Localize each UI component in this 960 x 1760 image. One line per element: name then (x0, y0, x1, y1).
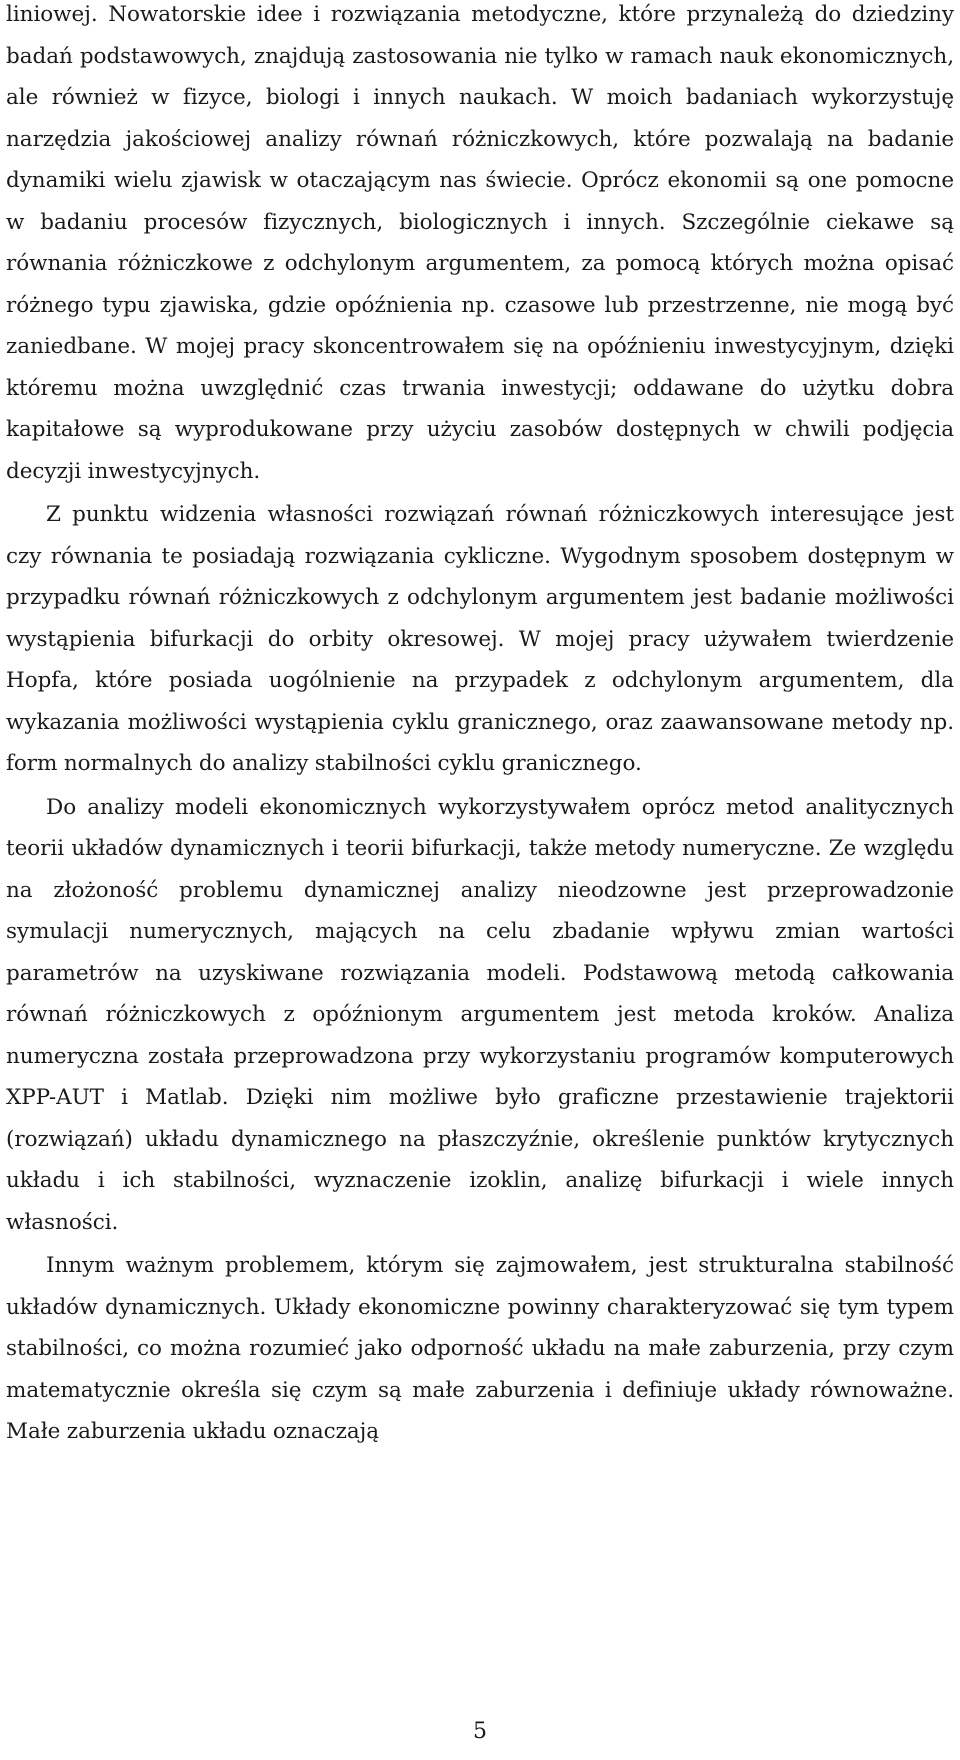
body-text (6, 0, 954, 1453)
paragraph-3: Do analizy modeli ekonomicznych wykorzystywałem oprócz metod analitycznych teorii układów dynamicznych i teorii bifurkacji, także metody numeryczne. Ze względu na złożoność problemu dynamicznej analizy nieodzowne jest przeprowadzonie symulacji numerycznych, mających na celu zbadanie wpływu zmian wartości parametrów na uzyskiwane rozwiązania modeli. Podstawową metodą całkowania równań różniczkowych z opóźnionym argumentem jest metoda kroków. Analiza numeryczna została przeprowadzona przy wykorzystaniu programów komputerowych XPP-AUT i Matlab. Dzięki nim możliwe było graficzne przestawienie trajektorii (rozwiązań) układu dynamicznego na płaszczyźnie, określenie punktów krytycznych układu i ich stabilności, wyznaczenie izoklin, analizę bifurkacji i wiele innych własności. (6, 794, 954, 1235)
paragraph-2: Z punktu widzenia własności rozwiązań równań różniczkowych interesujące jest czy równania te posiadają rozwiązania cykliczne. Wygodnym sposobem dostępnym w przypadku równań różniczkowych z odchylonym argumentem jest badanie możliwości wystąpienia bifurkacji do orbity okresowej. W mojej pracy używałem twierdzenie Hopfa, które posiada uogólnienie na przypadek z odchylonym argumentem, dla wykazania możliwości wystąpienia cyklu granicznego, oraz zaawansowane metody np. form normalnych do analizy stabilności cyklu granicznego. (6, 502, 954, 776)
paragraph-4: Innym ważnym problemem, którym się zajmowałem, jest strukturalna stabilność układów dynamicznych. Układy ekonomiczne powinny charakteryzować się tym typem stabilności, co można rozumieć jako odporność układu na małe zaburzenia, przy czym matematycznie określa się czym są małe zaburzenia i definiuje układy równoważne. Małe zaburzenia układu oznaczają (6, 1253, 954, 1444)
document-page (6, 0, 954, 1760)
paragraph-1: liniowej. Nowatorskie idee i rozwiązania metodyczne, które przynależą do dziedziny badań podstawowych, znajdują zastosowania nie tylko w ramach nauk ekonomicznych, ale również w fizyce, biologi i innych naukach. W moich badaniach wykorzystuję narzędzia jakościowej analizy równań różniczkowych, które pozwalają na badanie dynamiki wielu zjawisk w otaczającym nas świecie. Oprócz ekonomii są one pomocne w badaniu procesów fizycznych, biologicznych i innych. Szczególnie ciekawe są równania różniczkowe z odchylonym argumentem, za pomocą których można opisać różnego typu zjawiska, gdzie opóźnienia np. czasowe lub przestrzenne, nie mogą być zaniedbane. W mojej pracy skoncentrowałem się na opóźnieniu inwestycyjnym, dzięki któremu można uwzględnić czas trwania inwestycji; oddawane do użytku dobra kapitałowe są wyprodukowane przy użyciu zasobów dostępnych w chwili podjęcia decyzji inwestycyjnych. (6, 2, 954, 484)
page-number: 5 (473, 1719, 487, 1744)
